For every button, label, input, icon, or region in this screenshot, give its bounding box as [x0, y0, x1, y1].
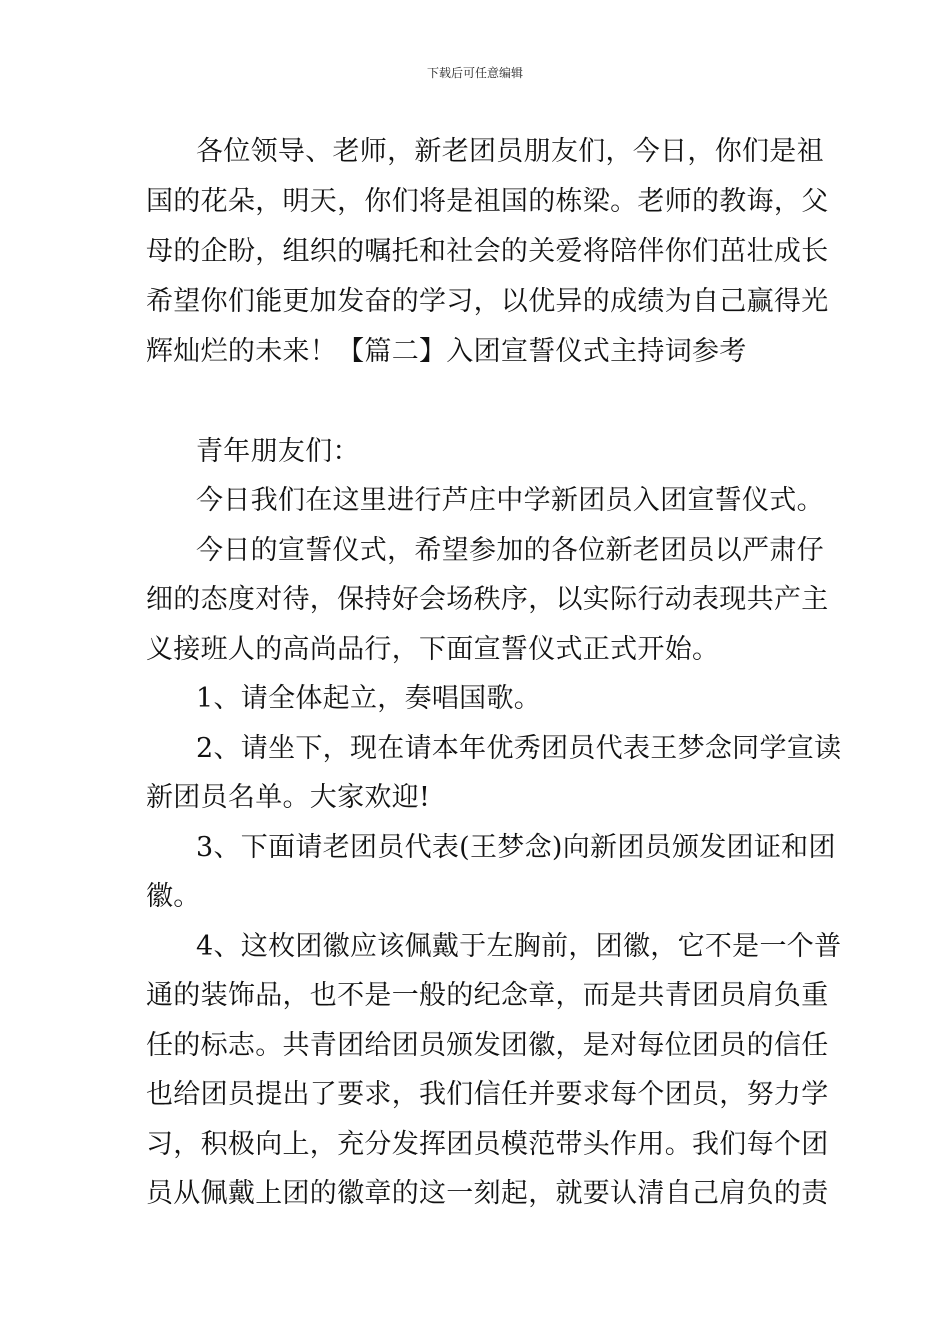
- text-line: 2、请坐下，现在请本年优秀团员代表王梦念同学宣读: [196, 733, 842, 764]
- text-line: 新团员名单。大家欢迎!: [146, 782, 431, 813]
- text-line: 任的标志。共青团给团员颁发团徽，是对每位团员的信任: [146, 1030, 829, 1061]
- text-line: 辉灿烂的未来！【篇二】入团宣誓仪式主持词参考: [146, 336, 747, 367]
- text-line: 徽。: [146, 881, 201, 912]
- text-line: 各位领导、老师，新老团员朋友们，今日，你们是祖: [196, 136, 824, 167]
- text-line: 1、请全体起立，奏唱国歌。: [196, 683, 542, 714]
- text-line: 也给团员提出了要求，我们信任并要求每个团员，努力学: [146, 1079, 829, 1110]
- text-line: 今日的宣誓仪式，希望参加的各位新老团员以严肃仔: [196, 535, 824, 566]
- text-line: 细的态度对待，保持好会场秩序，以实际行动表现共产主: [146, 584, 829, 615]
- page-header: 下载后可任意编辑: [426, 66, 523, 80]
- text-line: 通的装饰品，也不是一般的纪念章，而是共青团员肩负重: [146, 980, 829, 1011]
- text-line: 习，积极向上，充分发挥团员模范带头作用。我们每个团: [146, 1129, 829, 1160]
- text-line: 3、下面请老团员代表(王梦念)向新团员颁发团证和团: [196, 832, 836, 863]
- text-line: 今日我们在这里进行芦庄中学新团员入团宣誓仪式。: [196, 485, 824, 516]
- text-line: 希望你们能更加发奋的学习，以优异的成绩为自己赢得光: [146, 286, 829, 317]
- text-line: 员从佩戴上团的徽章的这一刻起，就要认清自己肩负的责: [146, 1178, 829, 1209]
- text-line: 国的花朵，明天，你们将是祖国的栋梁。老师的教诲，父: [146, 186, 829, 217]
- text-line: 青年朋友们：: [196, 436, 360, 467]
- text-line: 义接班人的高尚品行，下面宣誓仪式正式开始。: [146, 634, 720, 665]
- text-line: 4、这枚团徽应该佩戴于左胸前，团徽，它不是一个普: [196, 931, 842, 962]
- text-line: 母的企盼，组织的嘱托和社会的关爱将陪伴你们茁壮成长: [146, 236, 829, 267]
